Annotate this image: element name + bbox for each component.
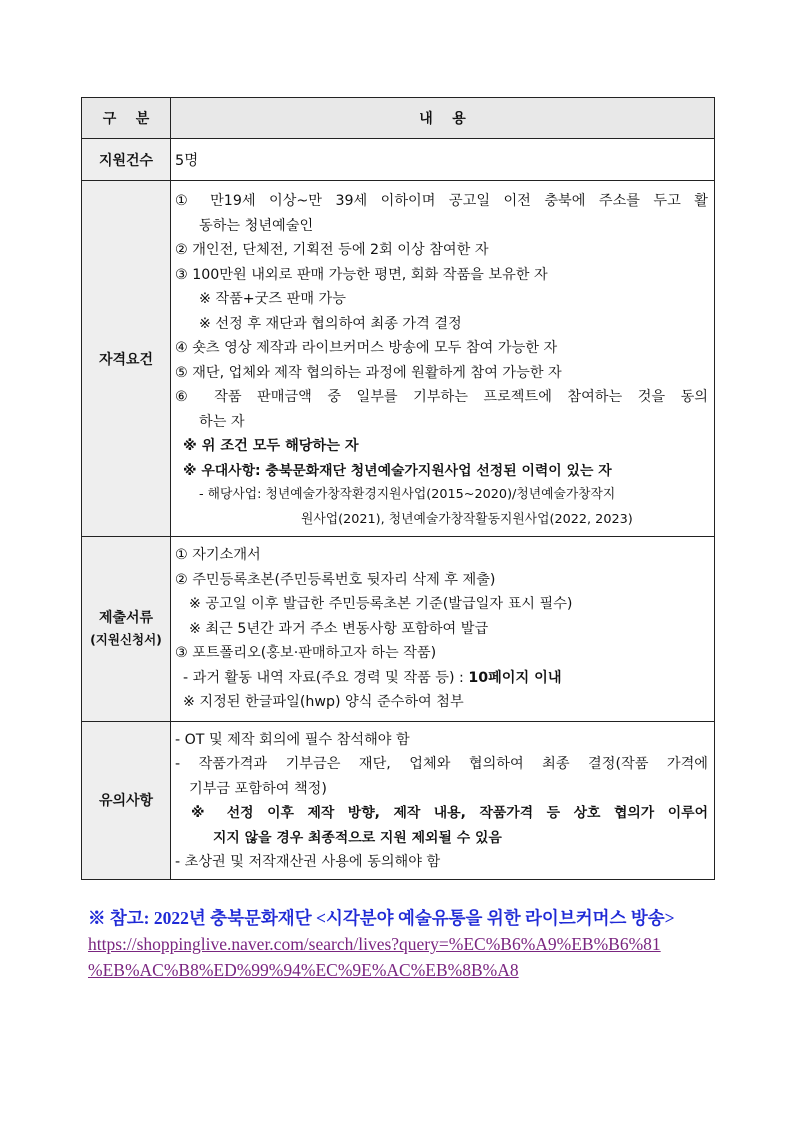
doc-item-2: ② 주민등록초본(주민등록번호 뒷자리 삭제 후 제출) <box>175 571 496 588</box>
doc-portfolio-detail <box>175 666 708 691</box>
qual-item-3: ③ 100만원 내외로 판매 가능한 평면, 회화 작품을 보유한 자 <box>175 266 548 283</box>
qual-item-1-cont: 동하는 청년예술인 <box>199 217 314 234</box>
label-documents-sub: (지원신청서) <box>90 631 162 647</box>
qualification-content <box>171 181 715 537</box>
header-category: 구 분 <box>82 98 171 139</box>
note-item-2: - 작품가격과 기부금은 재단, 업체와 협의하여 최종 결정(작품 가격에 <box>175 756 708 772</box>
qual-item-1: ① 만19세 이상~만 39세 이하이며 공고일 이전 충북에 주소를 두고 활 <box>175 193 708 209</box>
note-item-3: - 초상권 및 저작재산권 사용에 동의해야 함 <box>175 854 441 870</box>
doc-note-hwp: ※ 지정된 한글파일(hwp) 양식 준수하여 첨부 <box>183 694 464 710</box>
reference-block <box>88 905 675 983</box>
info-table <box>81 97 715 880</box>
header-content: 내 용 <box>171 98 715 139</box>
label-notes: 유의사항 <box>82 721 171 879</box>
label-documents-main: 제출서류 <box>98 609 154 626</box>
label-count: 지원건수 <box>82 139 171 181</box>
table-header-row <box>82 98 715 139</box>
doc-item-3: ③ 포트폴리오(홍보·판매하고자 하는 작품) <box>175 645 437 661</box>
note-warning: ※ 선정 이후 제작 방향, 제작 내용, 작품가격 등 상호 협의가 이루어 <box>191 805 708 821</box>
notes-content <box>171 721 715 879</box>
note-warning-cont: 지지 않을 경우 최종적으로 지원 제외될 수 있음 <box>213 829 502 846</box>
qual-program-list: - 해당사업: 청년예술가창작환경지원사업(2015~2020)/청년예술가창작지 <box>199 487 616 502</box>
reference-title: ※ 참고: 2022년 충북문화재단 <시각분야 예술유통을 위한 라이브커머스 방송> <box>88 908 675 928</box>
row-notes <box>82 721 715 879</box>
qual-note-all: ※ 위 조건 모두 해당하는 자 <box>183 438 359 454</box>
doc-portfolio-text: - 과거 활동 내역 자료(주요 경력 및 작품 등) : <box>183 669 469 686</box>
value-count: 5명 <box>171 139 715 181</box>
doc-item-1: ① 자기소개서 <box>175 547 261 563</box>
note-item-2-cont: 기부금 포함하여 책정) <box>189 780 327 797</box>
label-documents <box>82 537 171 722</box>
qual-item-6-cont: 하는 자 <box>199 413 245 430</box>
note-item-1: - OT 및 제작 회의에 필수 참석해야 함 <box>175 731 410 748</box>
documents-content <box>171 537 715 722</box>
reference-link-line2[interactable]: %EB%AC%B8%ED%99%94%EC%9E%AC%EB%8B%A8 <box>88 960 519 980</box>
qual-note-price: ※ 선정 후 재단과 협의하여 최종 가격 결정 <box>199 315 462 332</box>
doc-note-issue-date: ※ 공고일 이후 발급한 주민등록초본 기준(발급일자 표시 필수) <box>189 596 573 612</box>
row-qualification <box>82 181 715 537</box>
label-qualification: 자격요건 <box>82 181 171 537</box>
qual-item-4: ④ 숏츠 영상 제작과 라이브커머스 방송에 모두 참여 가능한 자 <box>175 340 558 356</box>
doc-note-address: ※ 최근 5년간 과거 주소 변동사항 포함하여 발급 <box>189 620 489 637</box>
doc-page-limit: 10페이지 이내 <box>468 669 562 686</box>
qual-program-list-cont: 원사업(2021), 청년예술가창작활동지원사업(2022, 2023) <box>301 511 633 527</box>
qual-item-2: ② 개인전, 단체전, 기획전 등에 2회 이상 참여한 자 <box>175 242 489 258</box>
row-count <box>82 139 715 181</box>
row-documents <box>82 537 715 722</box>
qual-item-6: ⑥ 작품 판매금액 중 일부를 기부하는 프로젝트에 참여하는 것을 동의 <box>175 389 708 405</box>
qual-item-5: ⑤ 재단, 업체와 제작 협의하는 과정에 원활하게 참여 가능한 자 <box>175 364 562 381</box>
reference-link-line1[interactable]: https://shoppinglive.naver.com/search/lives?query=%EC%B6%A9%EB%B6%81 <box>88 934 661 954</box>
qual-note-preference: ※ 우대사항: 충북문화재단 청년예술가지원사업 선정된 이력이 있는 자 <box>183 462 612 479</box>
qual-note-goods: ※ 작품+굿즈 판매 가능 <box>199 291 346 307</box>
